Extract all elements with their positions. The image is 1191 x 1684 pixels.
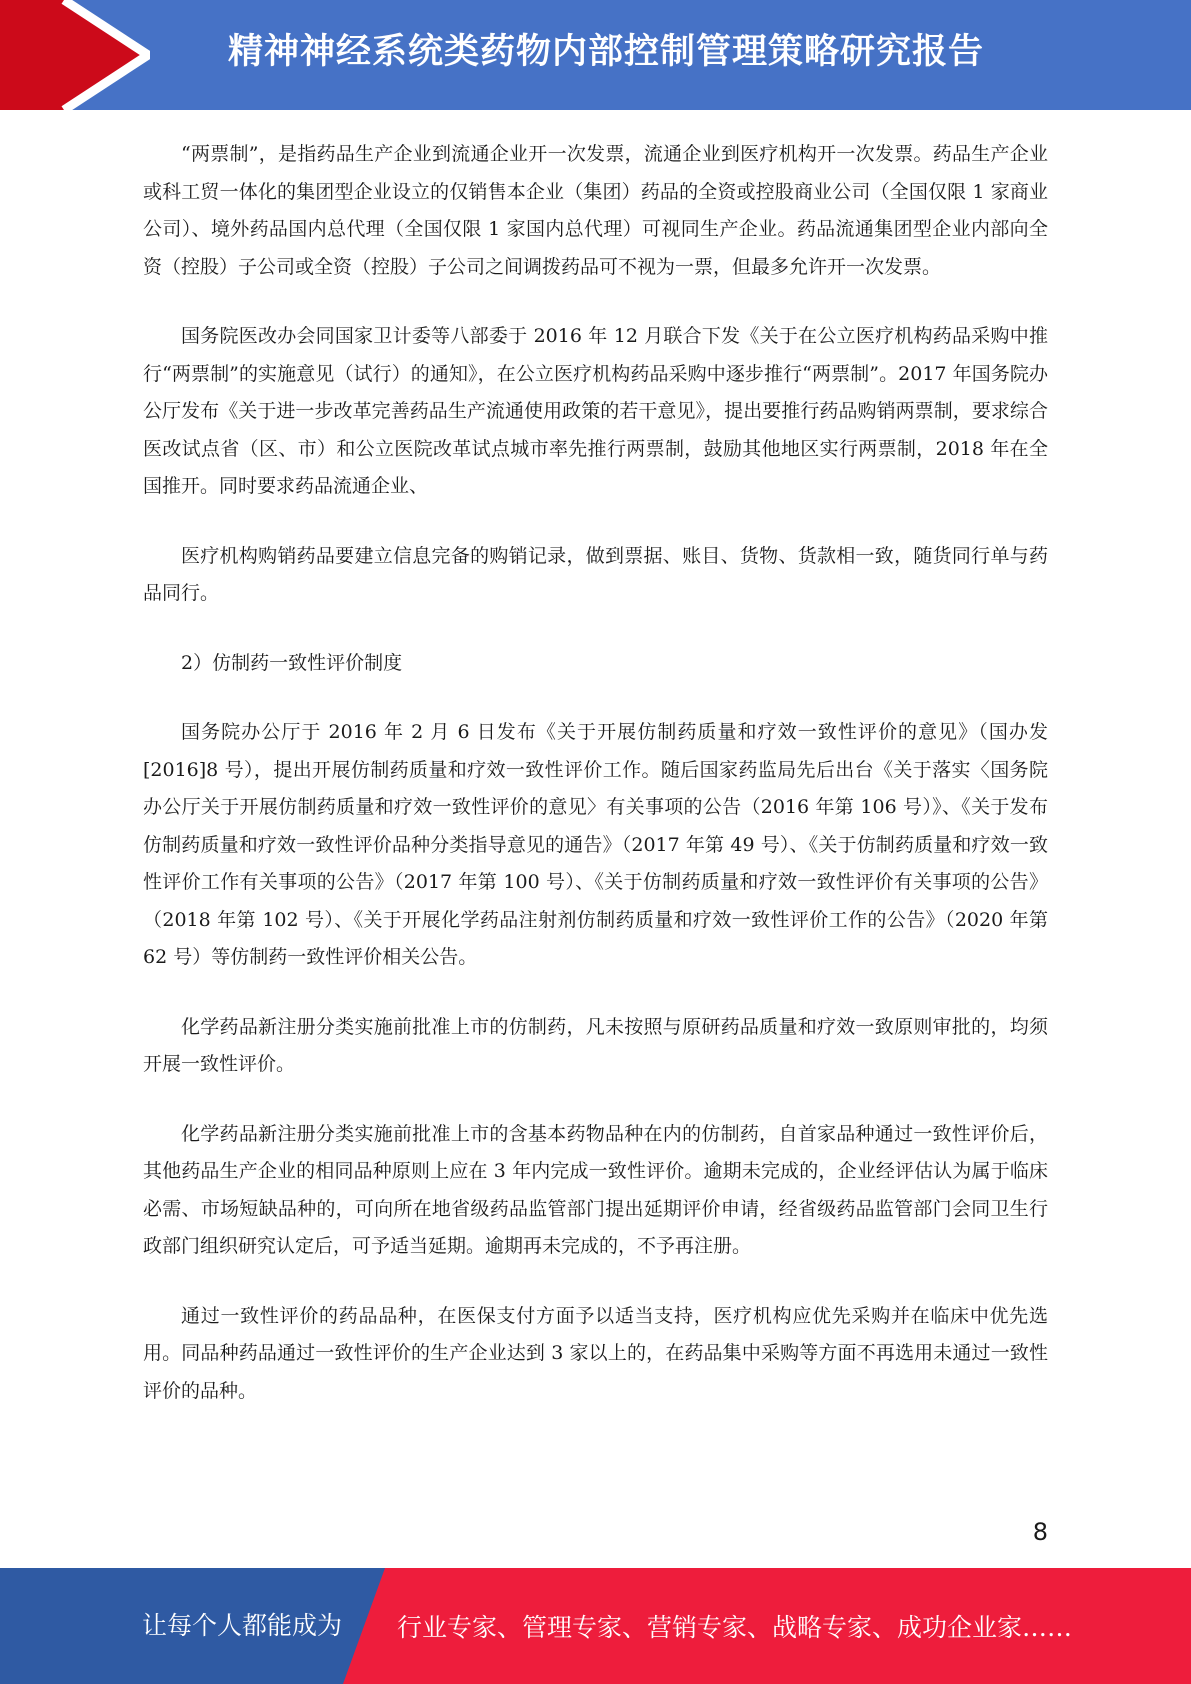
paragraph-consistency-deadline: 化学药品新注册分类实施前批准上市的含基本药物品种在内的仿制药，自首家品种通过一致性评价后，其他药品生产企业的相同品种原则上应在 3 年内完成一致性评价。逾期未完成的，企业经评估认为属于临床必需、市场短缺品种的，可向所在地省级药品监管部门提出延期评价申请，经省级药品监管部门会同卫生行政部门组织研究认定后，可予适当延期。逾期再未完成的，不予再注册。 (143, 1122, 1048, 1257)
paragraph-consistency-support: 通过一致性评价的药品品种，在医保支付方面予以适当支持，医疗机构应优先采购并在临床中优先选用。同品种药品通过一致性评价的生产企业达到 3 家以上的，在药品集中采购等方面不再选用未通过一致性评价的品种。 (143, 1304, 1048, 1402)
footer-slogan-left: 让每个人都能成为 (142, 1611, 343, 1640)
page-number: 8 (1032, 1518, 1048, 1546)
paragraph-consistency-requirement: 化学药品新注册分类实施前批准上市的仿制药，凡未按照与原研药品质量和疗效一致原则审批的，均须开展一致性评价。 (143, 1015, 1048, 1075)
paragraph-purchase-records: 医疗机构购销药品要建立信息完备的购销记录，做到票据、账目、货物、货款相一致，随货同行单与药品同行。 (143, 544, 1048, 604)
report-body (143, 136, 1048, 1442)
paragraph-consistency-announcements: 国务院办公厅于 2016 年 2 月 6 日发布《关于开展仿制药质量和疗效一致性评价的意见》（国办发[2016]8 号），提出开展仿制药质量和疗效一致性评价工作。随后国家药监局先后出台《关于落实〈国务院办公厅关于开展仿制药质量和疗效一致性评价的意见〉有关事项的公告（2016 年第 106 号）》、《关于发布仿制药质量和疗效一致性评价品种分类指导意见的通告》（2017 年第 49 号）、《关于仿制药质量和疗效一致性评价工作有关事项的公告》（2017 年第 100 号）、《关于仿制药质量和疗效一致性评价有关事项的公告》（2018 年第 102 号）、《关于开展化学药品注射剂仿制药质量和疗效一致性评价工作的公告》（2020 年第 62 号）等仿制药一致性评价相关公告。 (143, 721, 1048, 968)
footer-slogan-right: 行业专家、管理专家、营销专家、战略专家、成功企业家…… (397, 1613, 1073, 1642)
document-title: 精神神经系统类药物内部控制管理策略研究报告 (228, 32, 985, 72)
section-heading-consistency-evaluation: 2）仿制药一致性评价制度 (181, 651, 403, 674)
chevron-arrow-icon (0, 0, 150, 110)
paragraph-two-invoice-policy: 国务院医改办会同国家卫计委等八部委于 2016 年 12 月联合下发《关于在公立医疗机构药品采购中推行“两票制”的实施意见（试行）的通知》，在公立医疗机构药品采购中逐步推行“两票制”。2017 年国务院办公厅发布《关于进一步改革完善药品生产流通使用政策的若干意见》，提出要推行药品购销两票制，要求综合医改试点省（区、市）和公立医院改革试点城市率先推行两票制，鼓励其他地区实行两票制，2018 年在全国推开。同时要求药品流通企业、 (143, 325, 1048, 497)
header-banner (0, 0, 1191, 110)
footer-banner (0, 1568, 1191, 1684)
paragraph-two-invoice-definition: “两票制”，是指药品生产企业到流通企业开一次发票，流通企业到医疗机构开一次发票。药品生产企业或科工贸一体化的集团型企业设立的仅销售本企业（集团）药品的全资或控股商业公司（全国仅限 1 家商业公司）、境外药品国内总代理（全国仅限 1 家国内总代理）可视同生产企业。药品流通集团型企业内部向全资（控股）子公司或全资（控股）子公司之间调拨药品可不视为一票，但最多允许开一次发票。 (143, 143, 1048, 278)
